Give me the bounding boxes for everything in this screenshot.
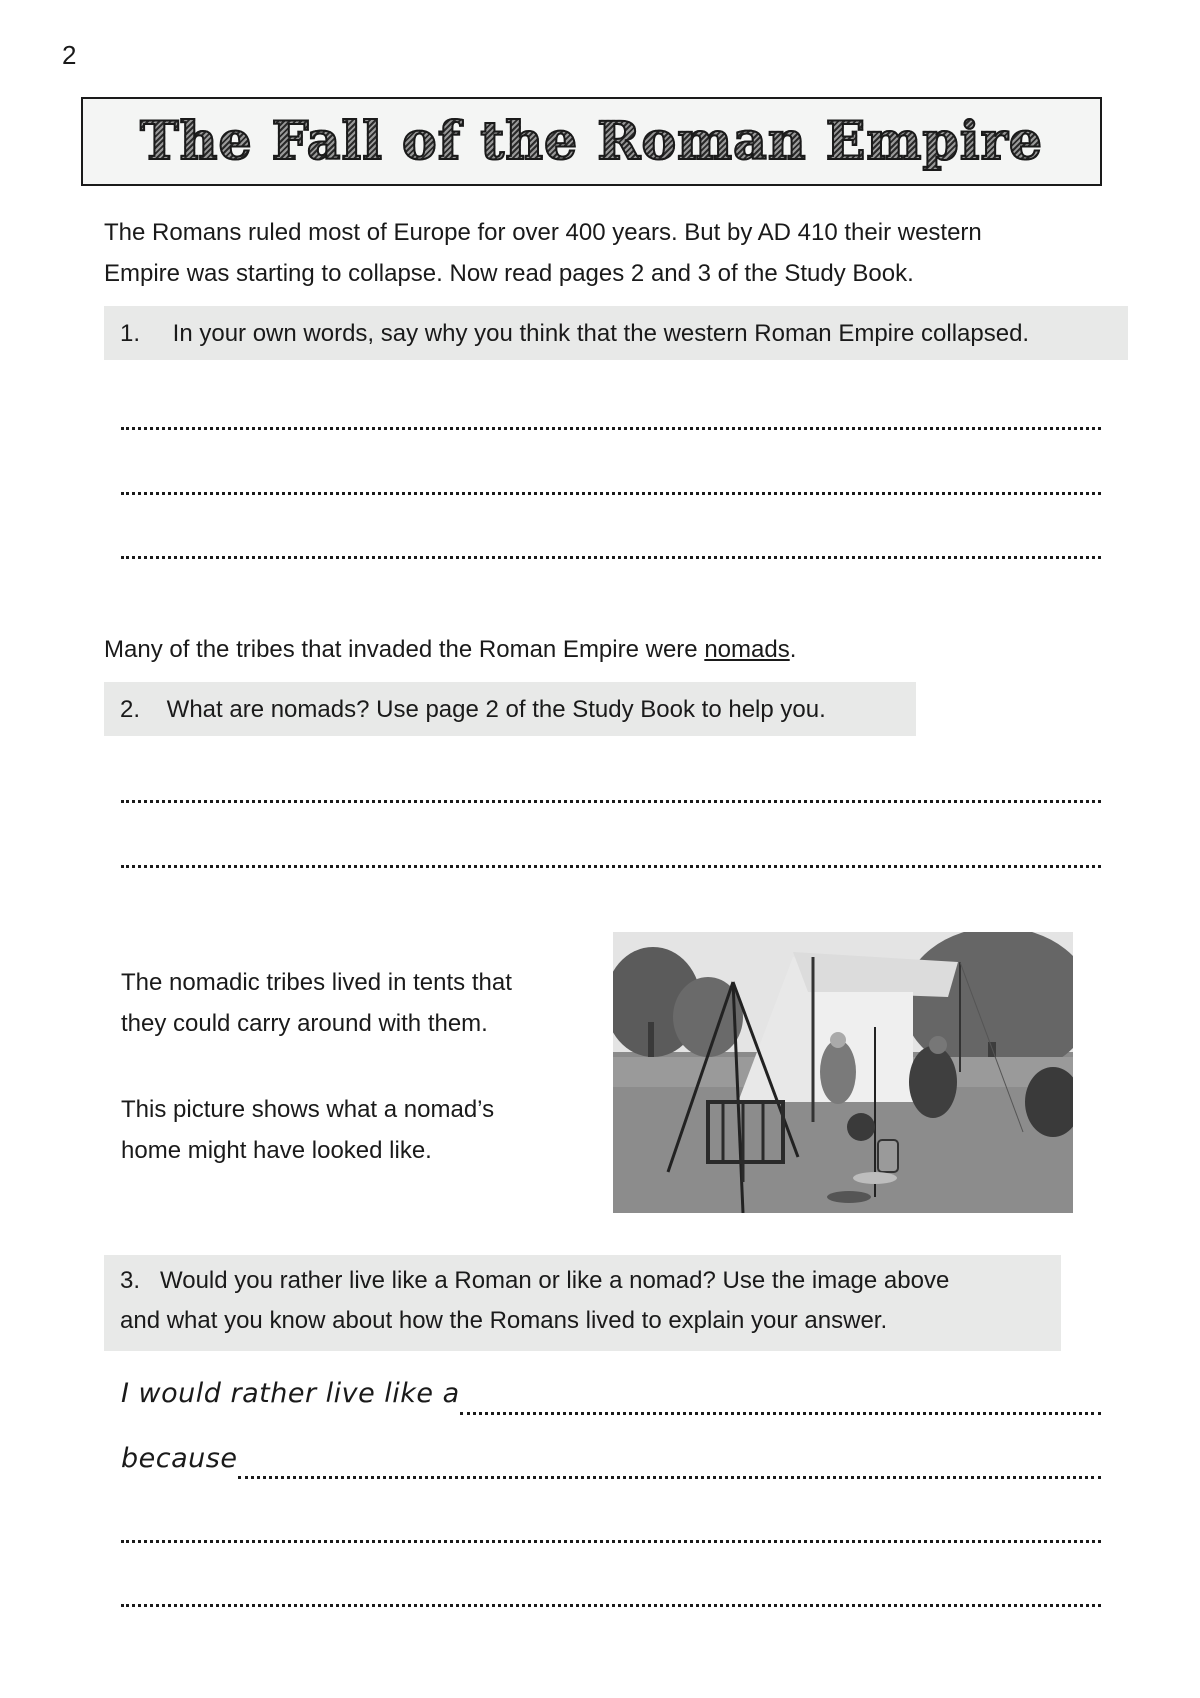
question-3-box (104, 1255, 1061, 1351)
question-1-box (104, 306, 1128, 360)
picture-text-2-line-2: home might have looked like. (121, 1137, 432, 1164)
answer-line-q3-1[interactable] (460, 1412, 1101, 1415)
answer-line-q1-3[interactable] (121, 556, 1101, 559)
nomads-term: nomads (704, 636, 790, 663)
answer-line-q1-1[interactable] (121, 427, 1101, 430)
question-2-box (104, 682, 916, 736)
question-3-text-line-2: and what you know about how the Romans lived to explain your answer. (120, 1307, 888, 1334)
answer-line-q3-4[interactable] (121, 1604, 1101, 1607)
picture-text-1-line-1: The nomadic tribes lived in tents that (121, 969, 512, 996)
question-2-number: 2. (120, 696, 141, 723)
page-title: The Fall of the Roman Empire (139, 111, 1043, 172)
nomad-camp-illustration (613, 932, 1073, 1213)
page-number: 2 (62, 40, 77, 70)
nomad-camp-photo (613, 932, 1073, 1213)
answer-line-q3-3[interactable] (121, 1540, 1101, 1543)
nomads-intro (104, 629, 796, 670)
question-3-number: 3. (120, 1267, 141, 1294)
question-2-text: What are nomads? Use page 2 of the Study Book to help you. (166, 696, 826, 723)
nomads-intro-end: . (789, 636, 797, 663)
title-banner (81, 97, 1102, 186)
answer-line-q3-2[interactable] (238, 1476, 1101, 1479)
picture-text-1-line-2: they could carry around with them. (121, 1010, 488, 1037)
intro-line-2: Empire was starting to collapse. Now read pages 2 and 3 of the Study Book. (104, 260, 914, 287)
sentence-starter-1: I would rather live like a (121, 1378, 460, 1409)
sentence-starter-2: because (121, 1443, 238, 1474)
intro-line-1: The Romans ruled most of Europe for over 400 years. But by AD 410 their western (104, 219, 982, 246)
answer-line-q2-1[interactable] (121, 800, 1101, 803)
answer-line-q2-2[interactable] (121, 865, 1101, 868)
question-1-text: In your own words, say why you think that the western Roman Empire collapsed. (172, 320, 1030, 347)
answer-line-q1-2[interactable] (121, 492, 1101, 495)
nomads-intro-text: Many of the tribes that invaded the Roman Empire were (104, 636, 705, 663)
question-3-text-line-1: Would you rather live like a Roman or like a nomad? Use the image above (160, 1267, 950, 1294)
picture-text-2-line-1: This picture shows what a nomad’s (121, 1096, 495, 1123)
question-1-number: 1. (120, 320, 141, 347)
